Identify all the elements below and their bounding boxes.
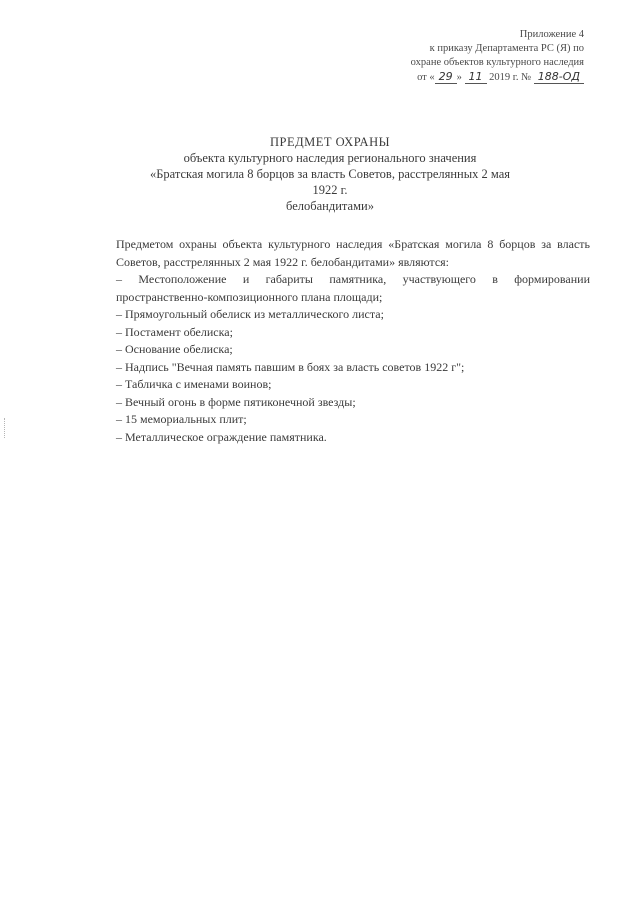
document-title [140, 134, 520, 214]
list-item: – Местоположение и габариты памятника, участвующего в формировании пространственно-композиционного плана площади; [116, 272, 590, 304]
appendix-date-month: 11 [465, 70, 487, 84]
appendix-line-2: к приказу Департамента РС (Я) по [429, 43, 584, 54]
appendix-date-day: 29 [435, 70, 457, 84]
appendix-order-number: 188-ОД [534, 70, 584, 84]
title-line-4: белобандитами» [286, 199, 374, 213]
appendix-date-mid: » [456, 72, 465, 83]
list-item: – 15 мемориальных плит; [116, 412, 247, 426]
appendix-header [344, 28, 584, 85]
scan-margin-mark [4, 418, 7, 438]
list-item: – Основание обелиска; [116, 342, 233, 356]
list-item: – Прямоугольный обелиск из металлического листа; [116, 307, 384, 321]
document-body [116, 236, 590, 446]
list-item: – Вечный огонь в форме пятиконечной звезды; [116, 394, 356, 409]
title-line-2: объекта культурного наследия регионального значения [183, 151, 477, 165]
appendix-line-1: Приложение 4 [519, 29, 584, 40]
appendix-date-year: 2019 г. № [486, 72, 532, 83]
appendix-line-4 [344, 70, 584, 85]
title-line-3: «Братская могила 8 борцов за власть Советов, расстрелянных 2 мая 1922 г. [149, 167, 511, 197]
list-item: – Табличка с именами воинов; [116, 377, 272, 391]
list-item: – Металлическое ограждение памятника. [116, 429, 327, 444]
appendix-line-3: охране объектов культурного наследия [410, 57, 584, 68]
list-item: – Надпись "Вечная память павшим в боях за власть советов 1922 г"; [116, 359, 465, 374]
intro-paragraph: Предметом охраны объекта культурного наследия «Братская могила 8 борцов за власть Советов, расстрелянных 2 мая 1922 г. белобандитами» являются: [116, 237, 590, 269]
list-item: – Постамент обелиска; [116, 324, 233, 339]
protection-items-list [116, 271, 590, 446]
title-line-1: ПРЕДМЕТ ОХРАНЫ [269, 135, 391, 149]
appendix-date-prefix: от « [417, 72, 435, 83]
